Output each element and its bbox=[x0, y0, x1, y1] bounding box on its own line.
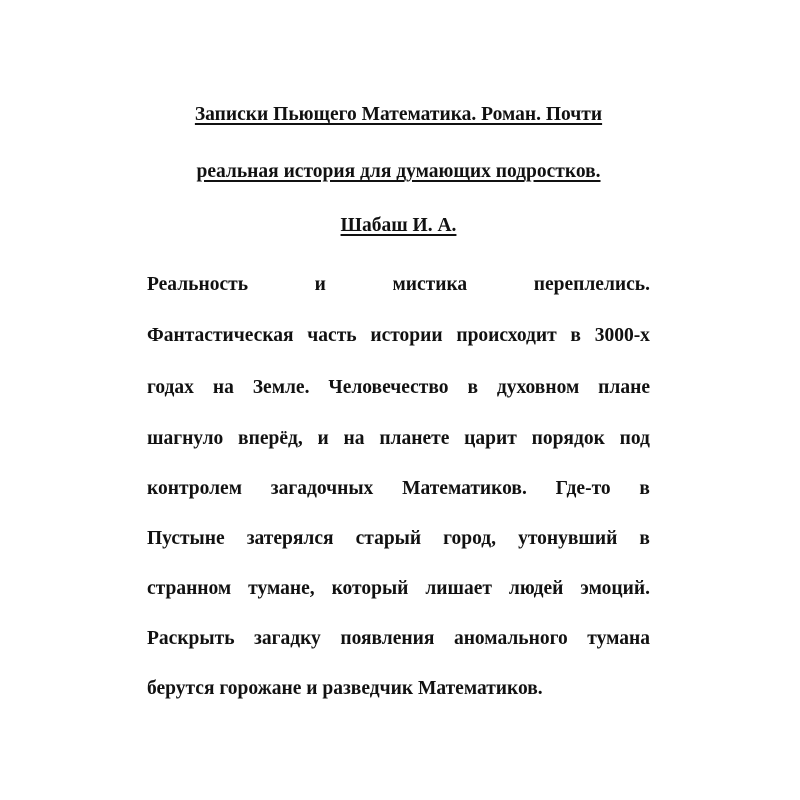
word: появления bbox=[340, 628, 435, 649]
word: странном bbox=[147, 578, 232, 599]
word: и bbox=[314, 274, 326, 295]
word: вперёд, bbox=[238, 428, 303, 449]
word: Где-то bbox=[555, 478, 611, 499]
word: в bbox=[639, 478, 650, 499]
word: контролем bbox=[147, 478, 242, 499]
title-line-2: реальная история для думающих подростков. bbox=[196, 161, 601, 182]
word: старый bbox=[355, 528, 422, 549]
title-line-1: Записки Пьющего Математика. Роман. Почти bbox=[194, 104, 603, 125]
word: который bbox=[331, 578, 409, 599]
word: тумана bbox=[587, 628, 650, 649]
body-line-9: берутся горожане и разведчик Математиков. bbox=[147, 678, 543, 699]
body-line-1 bbox=[147, 273, 650, 297]
word: переплелись. bbox=[533, 274, 650, 295]
word: лишает bbox=[425, 578, 492, 599]
word: утонувший bbox=[518, 528, 618, 549]
word: происходит bbox=[456, 325, 557, 346]
word: под bbox=[619, 428, 650, 449]
word: на bbox=[343, 428, 365, 449]
body-line-7 bbox=[147, 577, 650, 601]
word: Земле. bbox=[252, 377, 310, 398]
word: Раскрыть bbox=[147, 628, 235, 649]
body-line-8 bbox=[147, 627, 650, 651]
word: Реальность bbox=[147, 274, 249, 295]
word: плане bbox=[598, 377, 650, 398]
word: истории bbox=[370, 325, 443, 346]
word: аномального bbox=[453, 628, 568, 649]
body-line-4 bbox=[147, 427, 650, 451]
word: город, bbox=[443, 528, 497, 549]
word: планете bbox=[379, 428, 450, 449]
word: духовном bbox=[496, 377, 580, 398]
word: и bbox=[317, 428, 329, 449]
body-line-6 bbox=[147, 527, 650, 551]
word: Математиков. bbox=[402, 478, 527, 499]
word: загадочных bbox=[270, 478, 374, 499]
word: загадку bbox=[254, 628, 321, 649]
word: затерялся bbox=[246, 528, 334, 549]
word: Пустыне bbox=[147, 528, 225, 549]
body-line-2 bbox=[147, 324, 650, 348]
word: годах bbox=[147, 377, 194, 398]
author-name: Шабаш И. А. bbox=[340, 215, 457, 236]
word: часть bbox=[307, 325, 357, 346]
word: мистика bbox=[392, 274, 468, 295]
word: в bbox=[467, 377, 478, 398]
word: Человечество bbox=[328, 377, 449, 398]
word: людей bbox=[508, 578, 564, 599]
word: 3000-х bbox=[594, 325, 650, 346]
word: в bbox=[639, 528, 650, 549]
word: порядок bbox=[531, 428, 605, 449]
body-line-5 bbox=[147, 477, 650, 501]
word: на bbox=[212, 377, 234, 398]
word: царит bbox=[464, 428, 517, 449]
word: тумане, bbox=[248, 578, 315, 599]
body-line-3 bbox=[147, 376, 650, 400]
word: шагнуло bbox=[147, 428, 224, 449]
word: Фантастическая bbox=[147, 325, 294, 346]
word: эмоций. bbox=[580, 578, 650, 599]
word: в bbox=[570, 325, 581, 346]
